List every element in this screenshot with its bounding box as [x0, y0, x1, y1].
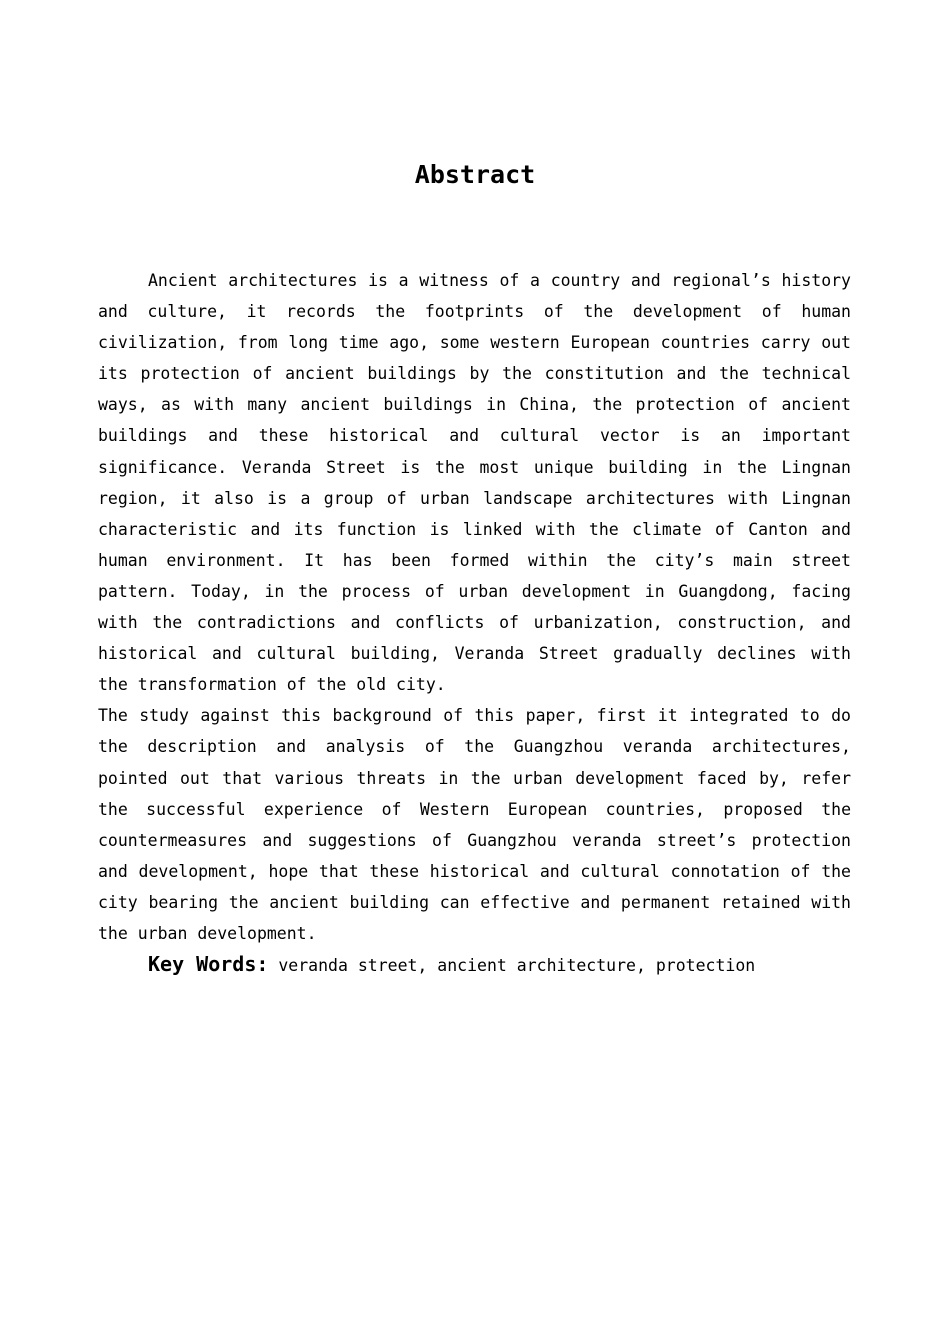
keywords-label: Key Words:: [148, 952, 269, 977]
keywords-line: [98, 949, 851, 981]
abstract-paragraph-2: The study against this background of this paper, first it integrated to do the description and analysis of the Guangzhou veranda architectures, pointed out that various threats in the urban development faced by, refer the successful experience of Western European countries, proposed the countermeasures and suggestions of Guangzhou veranda street’s protection and development, hope that these historical and cultural connotation of the city bearing the ancient building can effective and permanent retained with the urban development.: [98, 706, 851, 943]
keywords-text: veranda street, ancient architecture, protection: [278, 956, 756, 976]
abstract-paragraph-1: Ancient architectures is a witness of a country and regional’s history and culture, it records the footprints of the development of human civilization, from long time ago, some western European countries carry out its protection of ancient buildings by the constitution and the technical ways, as with many ancient buildings in China, the protection of ancient buildings and these historical and cultural vector is an important significance. Veranda Street is the most unique building in the Lingnan region, it also is a group of urban landscape architectures with Lingnan characteristic and its function is linked with the climate of Canton and human environment. It has been formed within the city’s main street pattern. Today, in the process of urban development in Guangdong, facing with the contradictions and conflicts of urbanization, construction, and historical and cultural building, Veranda Street gradually declines with the transformation of the old city.: [98, 271, 851, 695]
abstract-body: [98, 265, 851, 981]
abstract-title: Abstract: [414, 160, 536, 189]
